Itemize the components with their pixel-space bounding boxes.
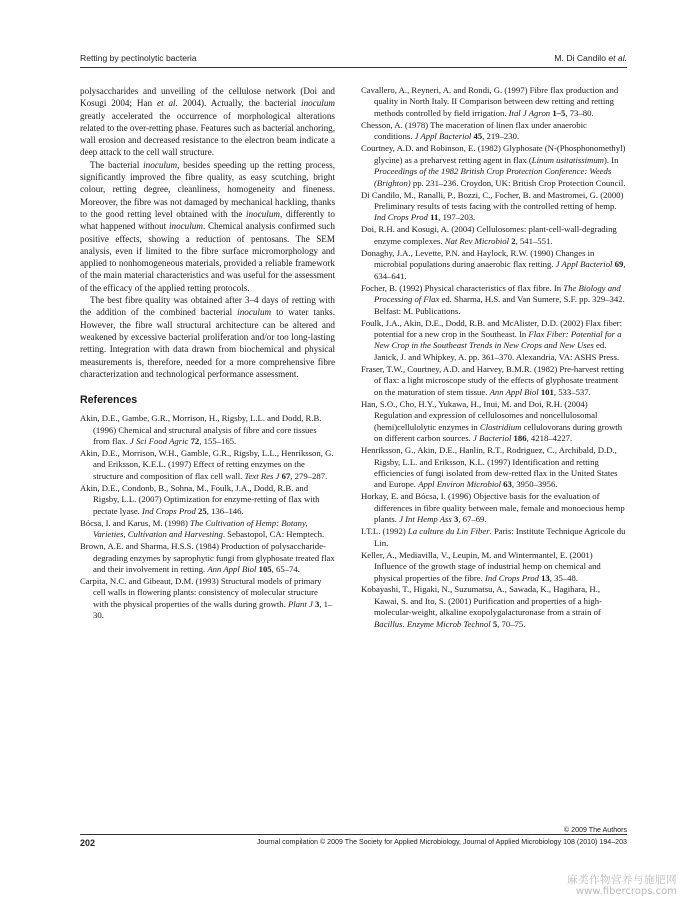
reference-item: Henriksson, G., Akin, D.E., Hanlin, R.T., Rodriguez, C., Archibald, D.D., Rigsby, L.L. and Eriksson, K.L. (1997) Identification and retting efficiencies of fungi isolated from dew-retted flax in the United States and Europe. Appl Environ Microbiol 63, 3950–3956. [361,445,618,490]
running-header-et-al: et al. [608,53,627,63]
running-header-author-name: M. Di Candilo [554,53,609,63]
reference-item: Akin, D.E., Gambe, G.R., Morrison, H., Rigsby, L.L. and Dodd, R.B. (1996) Chemical and structural analysis of fibre and core tissues from flax. J Sci Food Agric 72, 155–165. [80,413,322,447]
references-list-right [361,85,627,630]
reference-item: Courtney, A.D. and Robinson, E. (1982) Glyphosate (N-(Phosphonomethyl) glycine) as a preharvest retting agent in flax (Linum usitatissimum). In Proceedings of the 1982 British Crop Protection Conference: Weeds (Brighton) pp. 231–236. Croydon, UK: British Crop Protection Council. [361,143,626,188]
reference-item: Bócsa, I. and Karus, M. (1998) The Cultivation of Hemp: Botany, Varieties, Cultivation and Harvesting. Sebastopol, CA: Hemptech. [80,517,325,540]
reference-item: Han, S.O., Cho, H.Y., Yukawa, H., Inui, M. and Doi, R.H. (2004) Regulation and expression of cellulosomes and noncellulosomal (hemi)cellulolytic enzymes in Clostridium cellulovorans during growth on different carbon sources. J Bacteriol 186, 4218–4227. [361,398,623,444]
site-watermark [567,874,677,898]
reference-item: Fraser, T.W., Courtney, A.D. and Harvey, B.M.R. (1982) Pre-harvest retting of flax: a light microscope study of the effects of glyphosate treatment on the maturation of stem tissue. Ann Appl Biol 101, 533–537. [361,363,624,397]
footer-rule [80,834,627,835]
reference-item: Horkay, E. and Bócsa, I. (1996) Objective basis for the evaluation of differences in fibre quality between male, female and monoecious hemp plants. J Int Hemp Ass 3, 67–69. [361,491,625,525]
references-heading: References [80,394,138,407]
reference-item: Foulk, J.A., Akin, D.E., Dodd, R.B. and McAlister, D.D. (2002) Flax fiber: potential for a new crop in the Southeast. In Flax Fiber: Potential for a New Crop in the Southeast Trends in New Crops and New Uses ed. Janick, J. and Whipkey, A. pp. 361–370. Alexandria, VA: ASHS Press. [361,317,622,362]
watermark-url: www.fibercrops.com [575,886,677,897]
reference-item: Akin, D.E., Morrison, W.H., Gamble, G.R., Rigsby, L.L., Henriksson, G. and Eriksson, K.E.L. (1997) Effect of retting enzymes on the structure and composition of flax cell wall. Text Res J 67, 279–287. [80,447,334,481]
reference-item: Carpita, N.C. and Gibeaut, D.M. (1993) Structural models of primary cell walls in flowering plants: consistency of molecular structure with the physical properties of the walls during growth. Plant J 3, 1–30. [80,575,333,621]
body-paragraph-2: The bacterial inoculum, besides speeding up the retting process, significantly improved the fibre quality, as easy scutching, bright colour, retting degree, cleanliness, homogeneity and fineness. Moreover, the fibre was not damaged by mechanical hackling, thanks to the good retting level obtained with the inoculum, differently to what happened without inoculum. Chemical analysis confirmed such positive effects, showing a reduction of pentosans. The SEM analysis, even if limited to the fibre surface micromorphology and applied to nonhomogeneous materials, provided a reliable framework of the main material characteristics and was useful for the assessment of the efficacy of the applied retting protocols. [80,159,335,293]
reference-item: Di Candilo, M., Ranalli, P., Bozzi, C., Focher, B. and Mastromei, G. (2000) Preliminary results of tests facing with the controlled retting of hemp. Ind Crops Prod 11, 197–203. [361,189,624,223]
page-number: 202 [80,838,96,848]
reference-item: Brown, A.E. and Sharma, H.S.S. (1984) Production of polysaccharide-degrading enzymes by saprophytic fungi from glyphosate treated flax and their involvement in retting. Ann Appl Biol 105, 65–74. [80,541,335,575]
reference-item: Keller, A., Mediavilla, V., Leupin, M. and Wintermantel, E. (2001) Influence of the growth stage of industrial hemp on chemical and physical properties of the fibre. Ind Crops Prod 13, 35–48. [361,549,601,583]
reference-item: Doi, R.H. and Kosugi, A. (2004) Cellulosomes: plant-cell-wall-degrading enzyme complexes. Nat Rev Microbiol 2, 541–551. [361,224,617,246]
watermark-chinese: 麻类作物营养与施肥网 [567,874,677,886]
running-header-authors [554,53,627,63]
body-paragraph-1: polysaccharides and unveiling of the cellulose network (Doi and Kosugi 2004; Han et al. 2004). Actually, the bacterial inoculum greatly accelerated the occurrence of morphological alterations related to the over-retting phase. Features such as bacterial anchoring, wall erosion and decreased resistance to the electron beam indicate a deep attack to the cell wall structure. [80,86,335,158]
footer-copyright-authors: © 2009 The Authors [563,826,627,834]
reference-item: Focher, B. (1992) Physical characteristics of flax fibre. In The Biology and Processing of Flax ed. Sharma, H.S. and Van Sumere, S.F. pp. 329–342. Belfast: M. Publications. [361,282,625,316]
reference-item: Kobayashi, T., Higaki, N., Suzumatsu, A., Sawada, K., Hagihara, H., Kawai, S. and Ito, S. (2001) Purification and properties of a high-molecular-weight, alkaline exopolygalacturonase from a strain of Bacillus. Enzyme Microb Technol 5, 70–75. [361,584,602,629]
header-rule [80,67,627,68]
reference-item: Akin, D.E., Condonb, B., Sohna, M., Foulk, J.A., Dodd, R.B. and Rigsby, L.L. (2007) Optimization for enzyme-retting of flax with pectate lyase. Ind Crops Prod 25, 136–146. [80,482,320,516]
right-column [361,85,627,631]
reference-item: Donaghy, J.A., Levette, P.N. and Haylock, R.W. (1990) Changes in microbial populations during anaerobic flax retting. J Appl Bacteriol 69, 634–641. [361,247,626,281]
reference-item: I.T.L. (1992) La culture du Lin Fiber. Paris: Institute Technique Agricole du Lin. [361,526,626,548]
footer-journal-line: Journal compilation © 2009 The Society for Applied Microbiology, Journal of Applied Microbiology 108 (2010) 194–203 [256,838,627,846]
reference-item: Cavallero, A., Reyneri, A. and Rondi, G. (1997) Fibre flax production and quality in North Italy. II Comparison between dew retting and retting methods controlled by field irrigation. Ital J Agron 1–5, 73–80. [361,85,619,118]
running-header-title: Retting by pectinolytic bacteria [80,53,197,63]
references-list-left [80,413,335,622]
body-paragraph-3: The best fibre quality was obtained after 3–4 days of retting with the addition of the combined bacterial inoculum to water tanks. However, the fibre wall structural architecture can be altered and weakened by excessive bacterial proliferation and/or too long-lasting retting. Integration with data drawn from biochemical and physical measurements is, therefore, needed for a more comprehensive fibre characterization and technological performance assessment. [80,295,336,379]
left-column [80,85,335,622]
reference-item: Chesson, A. (1978) The maceration of linen flax under anaerobic conditions. J Appl Bacteriol 45, 219–230. [361,119,587,142]
